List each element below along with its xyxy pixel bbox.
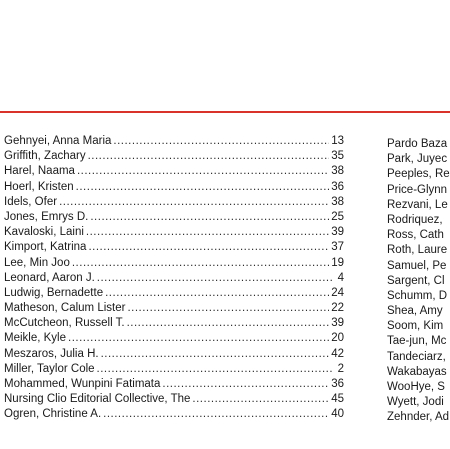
entry-name: Harel, Naama — [4, 165, 75, 178]
index-entry — [4, 271, 344, 286]
entry-name: Kavaloski, Laini — [4, 226, 84, 239]
index-entry — [4, 316, 344, 331]
index-column-right — [387, 137, 450, 426]
dot-leader — [59, 195, 329, 210]
index-entry — [4, 331, 344, 346]
index-entry-truncated: Tae-jun, Mc — [387, 335, 447, 348]
index-entry-truncated: Ross, Cath — [387, 229, 444, 242]
entry-name: Mohammed, Wunpini Fatimata — [4, 378, 161, 390]
dot-leader — [76, 180, 330, 195]
index-column-left — [4, 134, 344, 423]
index-entry-truncated: Shea, Amy — [387, 305, 443, 318]
index-entry — [4, 164, 344, 179]
entry-page-number: 19 — [331, 256, 344, 269]
entry-page-number: 38 — [331, 165, 344, 178]
index-entry — [4, 286, 344, 301]
dot-leader — [105, 286, 329, 301]
entry-page-number: 39 — [331, 226, 344, 239]
entry-page-number: 25 — [331, 210, 344, 223]
entry-name: Gehnyei, Anna Maria — [4, 135, 112, 147]
dot-leader — [127, 316, 330, 331]
entry-page-number: 39 — [331, 317, 344, 330]
entry-page-number: 13 — [331, 135, 344, 147]
index-entry — [4, 240, 344, 255]
index-entry — [4, 134, 344, 149]
index-entry — [4, 377, 344, 392]
index-entry — [4, 362, 344, 377]
entry-name: Leonard, Aaron J. — [4, 271, 95, 284]
entry-name: Ludwig, Bernadette — [4, 286, 104, 299]
entry-page-number: 36 — [331, 180, 344, 193]
entry-page-number: 20 — [331, 332, 344, 345]
dot-leader — [162, 377, 329, 392]
index-entry — [4, 407, 344, 422]
dot-leader — [97, 271, 332, 286]
index-entry — [4, 256, 344, 271]
index-entry-truncated: Price-Glynn — [387, 183, 448, 196]
index-entry — [4, 149, 344, 164]
index-entry-truncated: Tandeciarz, — [387, 350, 446, 363]
index-entry-truncated: Park, Juyec — [387, 153, 448, 166]
entry-name: Matheson, Calum Lister — [4, 302, 126, 315]
index-entry-truncated: Rezvani, Le — [387, 198, 448, 211]
index-entry — [4, 195, 344, 210]
entry-name: McCutcheon, Russell T. — [4, 317, 125, 330]
index-entry-truncated: WooHye, S — [387, 381, 445, 393]
dot-leader — [113, 134, 329, 149]
index-entry-truncated: Wyett, Jodi — [387, 396, 444, 409]
entry-page-number: 42 — [331, 347, 344, 360]
entry-page-number: 36 — [331, 378, 344, 390]
index-entry — [4, 392, 344, 407]
entry-page-number: 24 — [331, 286, 344, 299]
entry-name: Miller, Taylor Cole — [4, 362, 95, 375]
entry-name: Meikle, Kyle — [4, 332, 66, 345]
index-entry-truncated: Rodriquez, — [387, 213, 443, 226]
index-entry — [4, 210, 344, 225]
index-entry-truncated: Peeples, Re — [387, 168, 450, 181]
dot-leader — [103, 407, 329, 422]
dot-leader — [127, 301, 329, 316]
entry-name: Hoerl, Kristen — [4, 180, 74, 193]
dot-leader — [97, 362, 332, 377]
entry-name: Griffith, Zachary — [4, 150, 86, 163]
entry-page-number: 22 — [331, 302, 344, 315]
index-entry-truncated: Sargent, Cl — [387, 274, 445, 287]
index-entry-truncated: Schumm, D — [387, 289, 448, 302]
dot-leader — [90, 210, 329, 225]
index-entry-truncated: Roth, Laure — [387, 244, 448, 257]
entry-name: Meszaros, Julia H. — [4, 347, 99, 360]
entry-page-number: 4 — [337, 271, 344, 284]
index-entry-truncated: Soom, Kim — [387, 320, 444, 333]
entry-page-number: 35 — [331, 150, 344, 163]
header-rule — [0, 111, 450, 113]
index-entry — [4, 347, 344, 362]
entry-page-number: 38 — [331, 195, 344, 208]
entry-name: Idels, Ofer — [4, 195, 58, 208]
index-entry-truncated: Zehnder, Ad — [387, 411, 450, 424]
entry-page-number: 45 — [331, 393, 344, 406]
entry-name: Jones, Emrys D. — [4, 210, 89, 223]
index-entry-truncated: Wakabayas — [387, 365, 447, 378]
entry-name: Kimport, Katrina — [4, 241, 87, 254]
entry-page-number: 40 — [331, 408, 344, 421]
entry-page-number: 2 — [337, 362, 344, 375]
entry-name: Ogren, Christine A. — [4, 408, 102, 421]
dot-leader — [77, 164, 329, 179]
dot-leader — [88, 240, 329, 255]
dot-leader — [86, 225, 329, 240]
entry-name: Nursing Clio Editorial Collective, The — [4, 393, 191, 406]
entry-name: Lee, Min Joo — [4, 256, 70, 269]
index-entry — [4, 180, 344, 195]
index-entry-truncated: Pardo Baza — [387, 138, 448, 150]
index-entry-truncated: Samuel, Pe — [387, 259, 447, 272]
dot-leader — [72, 256, 329, 271]
index-entry — [4, 301, 344, 316]
index-entry — [4, 225, 344, 240]
dot-leader — [88, 149, 330, 164]
dot-leader — [101, 347, 330, 362]
dot-leader — [192, 392, 329, 407]
entry-page-number: 37 — [331, 241, 344, 254]
dot-leader — [68, 331, 329, 346]
